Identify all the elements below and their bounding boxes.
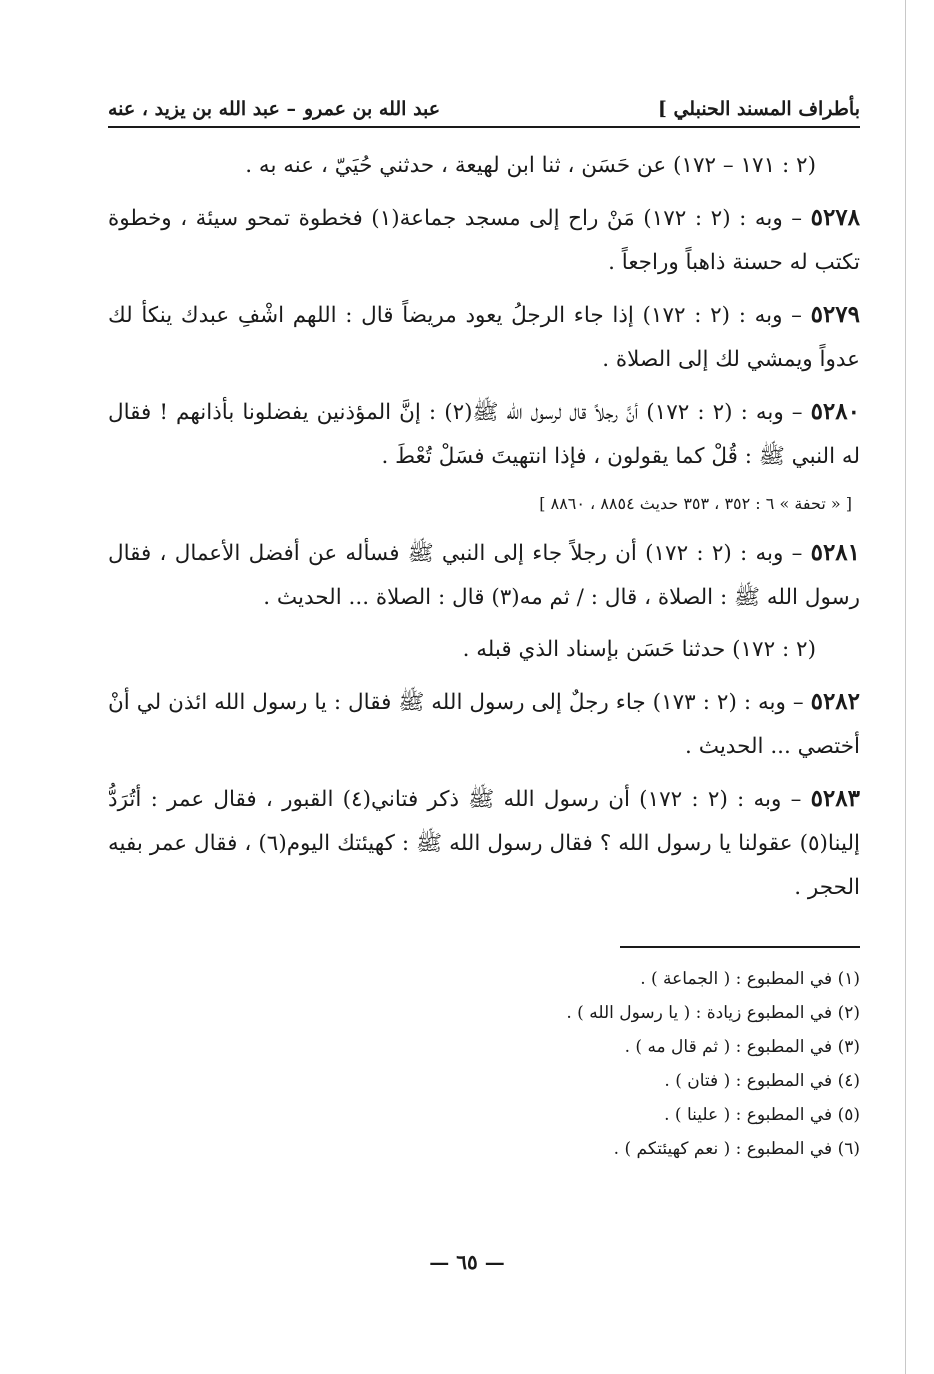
hadith-body: [108, 144, 860, 910]
header-section-rest: – عبد الله بن يزيد ، عنه: [108, 98, 296, 120]
running-header: [108, 88, 860, 128]
hadith-5281: [108, 531, 860, 620]
hadith-text: (٢ : ١٧١ – ١٧٢) عن حَسَن ، ثنا ابن لهيعة ، حدثني حُيَيّ ، عنه به .: [245, 153, 816, 178]
header-section-title: [108, 98, 440, 120]
hadith-text: – وبه : (٢ : ١٧٣) جاء رجلٌ إلى رسول الله ﷺ فقال : يا رسول الله ائذن لي أنْ أختصي ... الحديث .: [108, 690, 860, 759]
footnote-item: (٦) في المطبوع : ( نعم كهيئتكم ) .: [613, 1139, 860, 1159]
hadith-number: ٥٢٧٩: [810, 301, 860, 328]
footnote-item: (٤) في المطبوع : ( فتان ) .: [664, 1071, 860, 1091]
hadith-text: – وبه : (٢ : ١٧٢) أن رجلاً جاء إلى النبي ﷺ فسأله عن أفضل الأعمال ، فقال رسول الله ﷺ : الصلاة ، قال : / ثم مه(٣) قال : الصلاة ... الحديث .: [108, 541, 860, 610]
page-edge-line: [905, 0, 906, 1374]
hadith-number: ٥٢٨٠: [810, 398, 860, 425]
hadith-text: – وبه : (٢ : ١٧٢) أن رسول الله ﷺ ذكر فتاني(٤) القبور ، فقال عمر : أتُرَدُّ إلينا(٥) عقولنا يا رسول الله ؟ فقال رسول الله ﷺ : كهيئتك اليوم(٦) ، فقال عمر بفيه الحجر .: [108, 787, 860, 900]
hadith-5278: [108, 196, 860, 285]
hadith-chain-note: [108, 628, 860, 672]
hadith-text: – وبه : (٢ : ١٧٢) مَنْ راح إلى مسجد جماعة(١) فخطوة تمحو سيئة ، وخطوة تكتب له حسنة ذاهباً وراجعاً .: [108, 206, 860, 275]
header-section-bold: عبد الله بن عمرو: [303, 98, 441, 120]
footnote-item: (٣) في المطبوع : ( ثم قال مه ) .: [624, 1037, 860, 1057]
page-number: — ٦٥ —: [429, 1250, 505, 1274]
hadith-5280: [108, 390, 860, 479]
footnote-item: (٥) في المطبوع : ( علينا ) .: [664, 1105, 860, 1125]
hadith-5282: [108, 680, 860, 769]
footnote-divider: [620, 946, 860, 948]
hadith-text: (٢ : ١٧٢) حدثنا حَسَن بإسناد الذي قبله .: [462, 637, 816, 662]
footnote-item: (١) في المطبوع : ( الجماعة ) .: [640, 969, 860, 989]
hadith-text: – وبه : (٢ : ١٧٢) أنَّ رجلاً قال لرسول الله ﷺ(٢) : إنَّ المؤذنين يفضلونا بأذانهم ! فقال له النبي ﷺ : قُلْ كما يقولون ، فإذا انتهيتَ فسَلْ تُعْطَ .: [108, 400, 860, 469]
document-page: [108, 88, 860, 1166]
header-book-title: بأطراف المسند الحنبلي ]: [657, 98, 860, 120]
hadith-number: ٥٢٨٢: [810, 688, 861, 715]
hadith-text: – وبه : (٢ : ١٧٢) إذا جاء الرجلُ يعود مريضاً قال : اللهم اشْفِ عبدك ينكأ لك عدواً ويمشي لك إلى الصلاة .: [108, 303, 860, 372]
hadith-chain-note: [108, 144, 860, 188]
hadith-5283: [108, 777, 860, 910]
hadith-number: ٥٢٨١: [810, 539, 861, 566]
tuhfa-reference: [ « تحفة » ٦ : ٣٥٢ ، ٣٥٣ حديث ٨٨٥٤ ، ٨٨٦٠ ]: [539, 494, 852, 513]
hadith-5279: [108, 293, 860, 382]
hadith-number: ٥٢٨٣: [810, 785, 860, 812]
hadith-number: ٥٢٧٨: [810, 204, 861, 231]
footnotes: [108, 962, 860, 1166]
footnote-item: (٢) في المطبوع زيادة : ( يا رسول الله ) .: [566, 1003, 860, 1023]
